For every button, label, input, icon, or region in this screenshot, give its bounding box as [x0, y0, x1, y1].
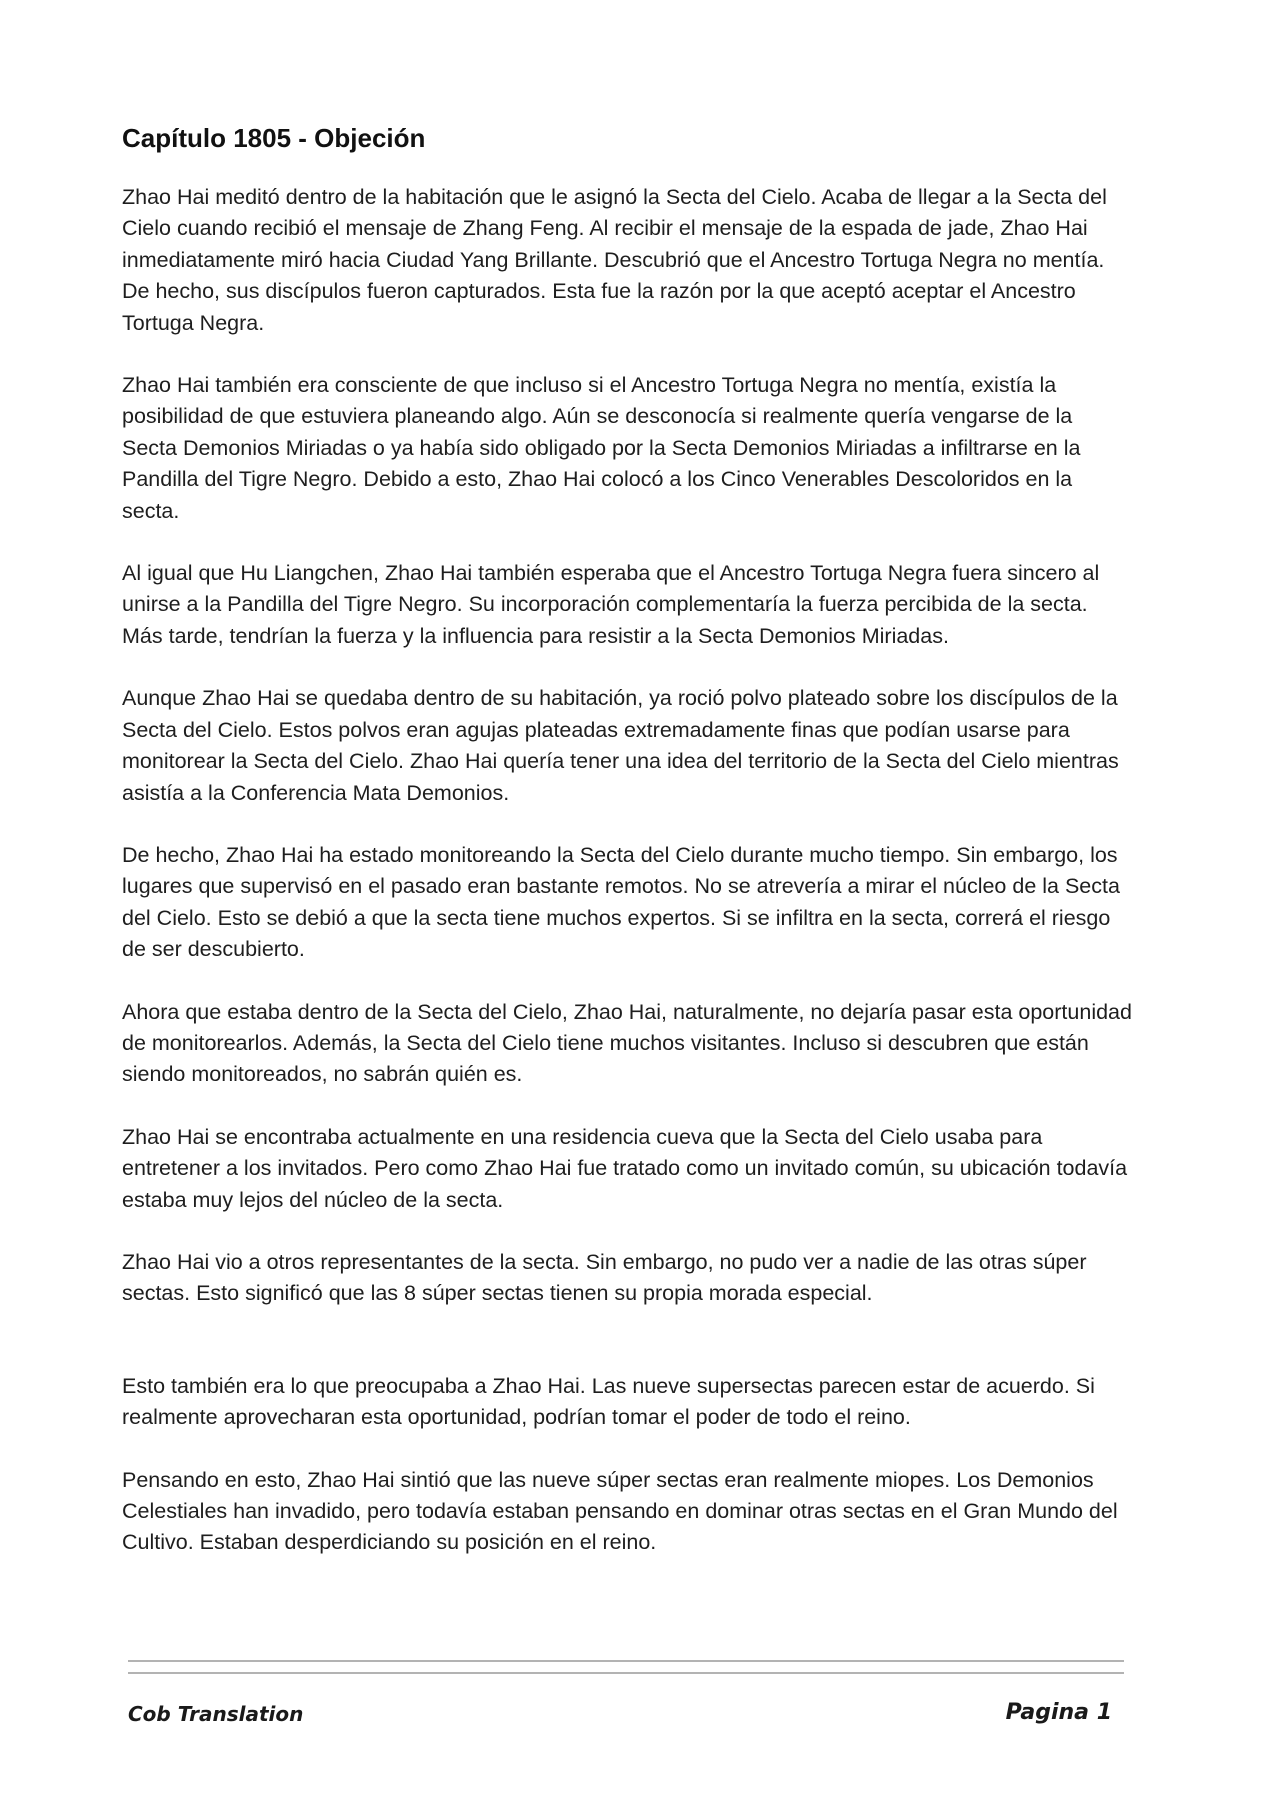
paragraph: Pensando en esto, Zhao Hai sintió que las nueve súper sectas eran realmente miopes. Los Demonios Celestiales han invadido, pero todavía estaban pensando en dominar otras sectas en el Gran Mundo del Cultivo. Estaban desperdiciando su posición en el reino.: [122, 1467, 1118, 1555]
paragraph: Zhao Hai vio a otros representantes de la secta. Sin embargo, no pudo ver a nadie de las otras súper sectas. Esto significó que las 8 súper sectas tienen su propia morada especial.: [122, 1249, 1087, 1306]
footer-page-number: Pagina 1: [1005, 1700, 1112, 1725]
footer-translator-name: Cob Translation: [128, 1702, 304, 1726]
paragraph: Al igual que Hu Liangchen, Zhao Hai también esperaba que el Ancestro Tortuga Negra fuera sincero al unirse a la Pandilla del Tigre Negro. Su incorporación complementaría la fuerza percibida de la secta. Más tarde, tendrían la fuerza y la influencia para resistir a la Secta Demonios Miriadas.: [122, 561, 1100, 648]
paragraph: Aunque Zhao Hai se quedaba dentro de su habitación, ya roció polvo plateado sobre los discípulos de la Secta del Cielo. Estos polvos eran agujas plateadas extremadamente finas que podían usarse para monitorear la Secta del Cielo. Zhao Hai quería tener una idea del territorio de la Secta del Cielo mientras asistía a la Conferencia Mata Demonios.: [122, 686, 1119, 805]
paragraph: Esto también era lo que preocupaba a Zhao Hai. Las nueve supersectas parecen estar de acuerdo. Si realmente aprovecharan esta oportunidad, podrían tomar el poder de todo el reino.: [122, 1373, 1095, 1430]
paragraph: Zhao Hai se encontraba actualmente en una residencia cueva que la Secta del Cielo usaba para entretener a los invitados. Pero como Zhao Hai fue tratado como un invitado común, su ubicación todavía estaba muy lejos del núcleo de la secta.: [122, 1124, 1128, 1212]
document-body: [122, 118, 1132, 1590]
paragraph: Ahora que estaba dentro de la Secta del Cielo, Zhao Hai, naturalmente, no dejaría pasar esta oportunidad de monitorearlos. Además, la Secta del Cielo tiene muchos visitantes. Incluso si descubren que están siendo monitoreados, no sabrán quién es.: [122, 999, 1132, 1087]
footer-divider-bottom: [128, 1672, 1124, 1674]
footer-divider-top: [128, 1660, 1124, 1662]
paragraph: De hecho, Zhao Hai ha estado monitoreando la Secta del Cielo durante mucho tiempo. Sin embargo, los lugares que supervisó en el pasado eran bastante remotos. No se atrevería a mirar el núcleo de la Secta del Cielo. Esto se debió a que la secta tiene muchos expertos. Si se infiltra en la secta, correrá el riesgo de ser descubierto.: [122, 842, 1120, 962]
chapter-title: Capítulo 1805 - Objeción: [122, 123, 426, 153]
paragraph: Zhao Hai también era consciente de que incluso si el Ancestro Tortuga Negra no mentía, existía la posibilidad de que estuviera planeando algo. Aún se desconocía si realmente quería vengarse de la Secta Demonios Miriadas o ya había sido obligado por la Secta Demonios Miriadas a infiltrarse en la Pandilla del Tigre Negro. Debido a esto, Zhao Hai colocó a los Cinco Venerables Descoloridos en la secta.: [122, 373, 1081, 523]
paragraph: Zhao Hai meditó dentro de la habitación que le asignó la Secta del Cielo. Acaba de llegar a la Secta del Cielo cuando recibió el mensaje de Zhang Feng. Al recibir el mensaje de la espada de jade, Zhao Hai inmediatamente miró hacia Ciudad Yang Brillante. Descubrió que el Ancestro Tortuga Negra no mentía. De hecho, sus discípulos fueron capturados. Esta fue la razón por la que aceptó aceptar el Ancestro Tortuga Negra.: [122, 185, 1107, 335]
